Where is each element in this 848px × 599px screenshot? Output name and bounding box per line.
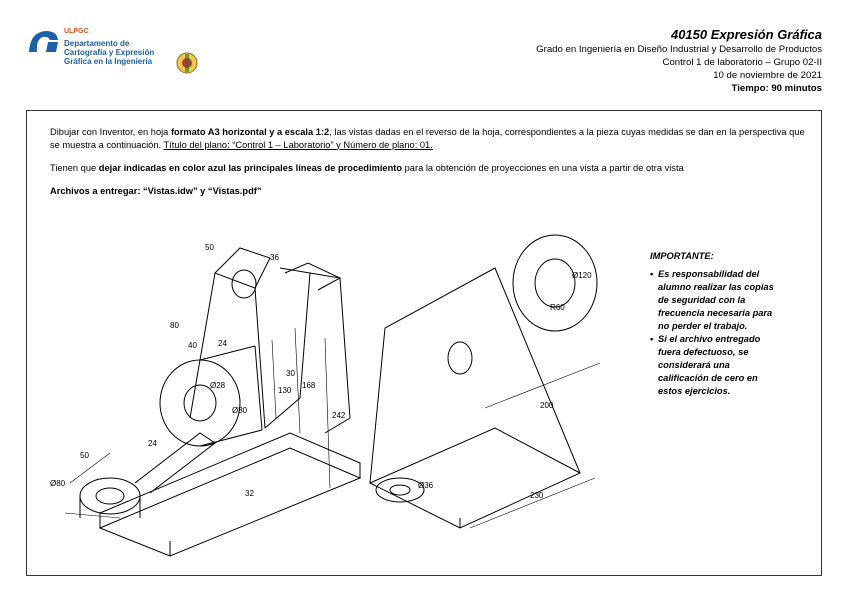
dim-d80-boss: Ø80 [232,406,248,415]
dim-30: 30 [286,369,295,378]
dim-242: 242 [332,411,346,420]
important-title: IMPORTANTE: [650,251,714,261]
exam-date: 10 de noviembre de 2021 [713,70,822,81]
dim-24-top: 24 [218,339,227,348]
dim-200: 200 [540,401,554,410]
dim-50-top: 50 [205,243,214,252]
important-item: • Es responsabilidad del alumno realizar las copias de seguridad con la frecuencia necesaria para no perder el trabajo. [650,268,780,333]
department-badge-icon [176,52,198,74]
dim-36: 36 [270,253,279,262]
ulpgc-logo [26,24,216,74]
degree-name: Grado en Ingeniería en Diseño Industrial y Desarrollo de Productos [536,44,822,55]
left-isometric-view [50,243,360,556]
important-item: • Si el archivo entregado fuera defectuoso, se considerará una calificación de cero en estos ejercicios. [650,333,780,398]
dim-d80-base: Ø80 [50,479,66,488]
exam-name: Control 1 de laboratorio – Grupo 02-II [662,57,822,68]
isometric-drawing [40,228,640,558]
dim-r60: R60 [550,303,565,312]
dim-d120: Ø120 [572,271,592,280]
dim-168: 168 [302,381,316,390]
course-title: 40150 Expresión Gráfica [670,27,822,42]
dim-d36: Ø36 [418,481,434,490]
instruction-procedure-lines: Tienen que dejar indicadas en color azul las principales líneas de procedimiento para la obtención de proyecciones en una vista a partir de otra vista [50,163,684,173]
dim-80: 80 [170,321,179,330]
ulpgc-logo-icon [26,26,60,56]
important-list [650,268,780,398]
dim-24-rib: 24 [148,439,157,448]
document-header [536,26,822,95]
dim-50-base: 50 [80,451,89,460]
important-note [650,250,780,398]
exam-time: Tiempo: 90 minutos [731,83,822,94]
dim-230: 230 [530,491,544,500]
dim-130: 130 [278,386,292,395]
right-isometric-view [370,235,600,528]
ulpgc-label: ULPGC [64,28,89,35]
dim-32: 32 [245,489,254,498]
dim-40: 40 [188,341,197,350]
instruction-files: Archivos a entregar: “Vistas.idw” y “Vistas.pdf” [50,186,262,196]
dim-d28: Ø28 [210,381,226,390]
instruction-drawing: Dibujar con Inventor, en hoja formato A3 horizontal y a escala 1:2, las vistas dadas en el reverso de la hoja, correspondientes a la pieza cuyas medidas se dan en la perspectiva que se muestra a continuación. Título del plano: “Control 1 – Laboratorio” y Número de plano: 01. [50,127,805,150]
department-name: Departamento de Cartografía y Expresión Gráfica en la Ingeniería [64,39,155,66]
